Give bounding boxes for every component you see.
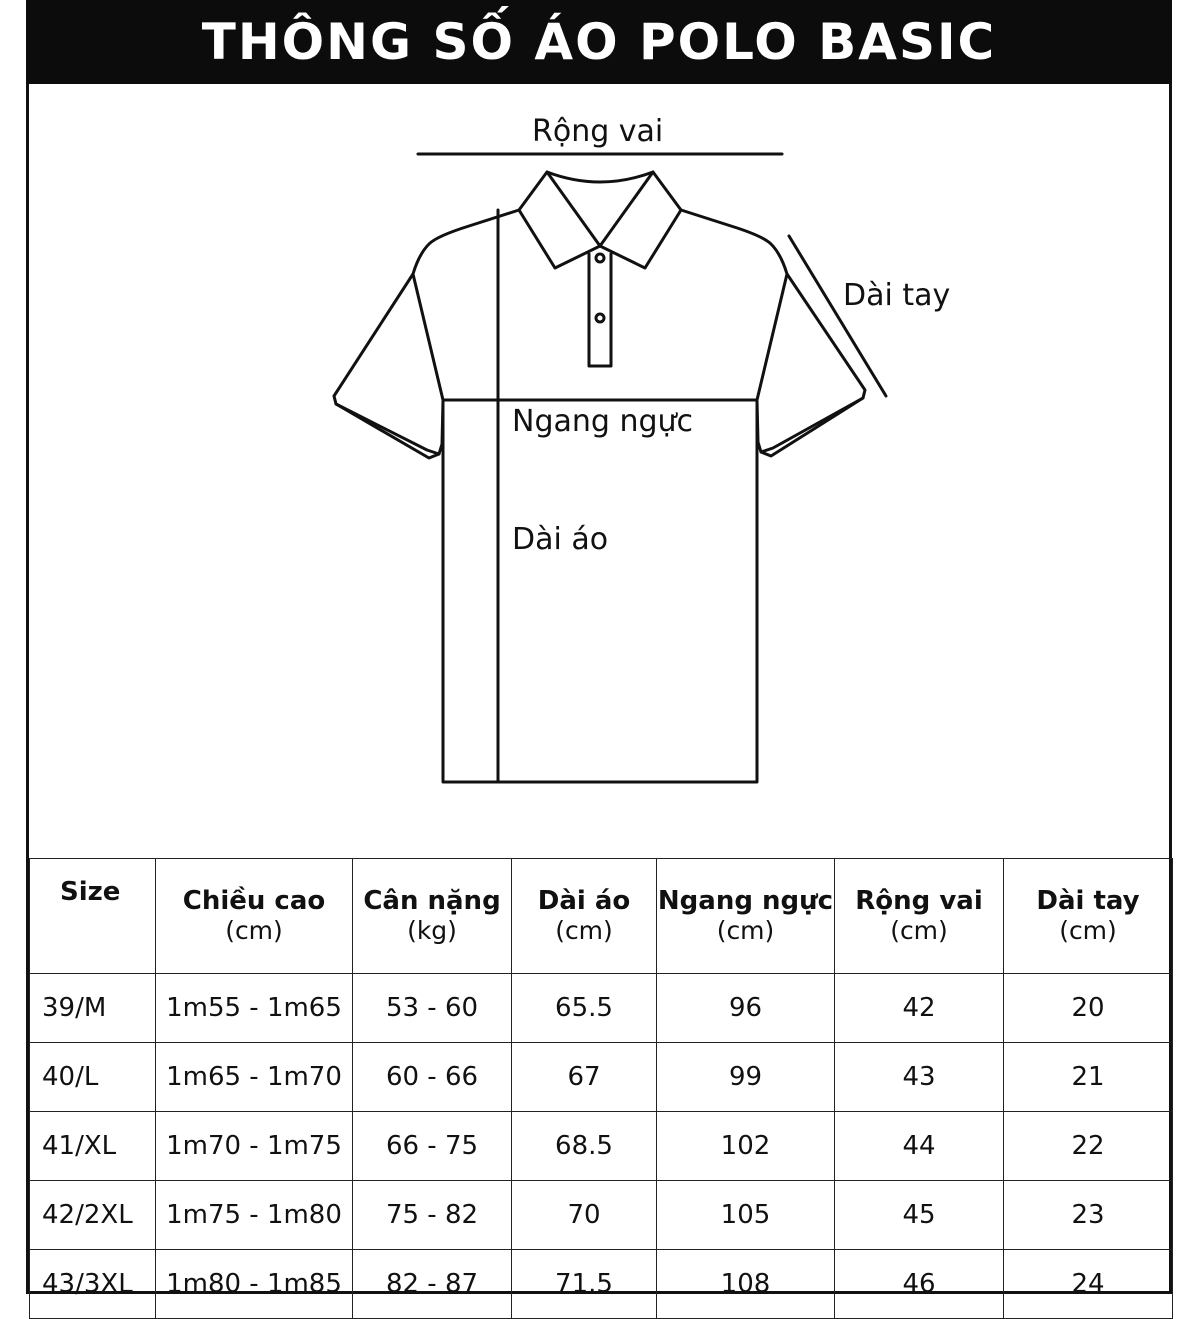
cell-shoulder: 45: [835, 1181, 1004, 1250]
cell-chest: 96: [657, 974, 835, 1043]
cell-length: 67: [512, 1043, 657, 1112]
chest-label: Ngang ngực: [512, 404, 694, 439]
cell-weight: 53 - 60: [353, 974, 512, 1043]
header-length: Dài áo (cm): [512, 859, 657, 974]
cell-sleeve: 24: [1004, 1250, 1173, 1319]
header-chest: Ngang ngực (cm): [657, 859, 835, 974]
cell-height: 1m55 - 1m65: [156, 974, 353, 1043]
header-size: Size: [30, 859, 156, 974]
shoulder-label: Rộng vai: [532, 114, 664, 149]
cell-sleeve: 20: [1004, 974, 1173, 1043]
page-title: THÔNG SỐ ÁO POLO BASIC: [26, 0, 1172, 84]
header-weight: Cân nặng (kg): [353, 859, 512, 974]
cell-sleeve: 21: [1004, 1043, 1173, 1112]
button: [596, 314, 604, 322]
cell-chest: 108: [657, 1250, 835, 1319]
cell-height: 1m65 - 1m70: [156, 1043, 353, 1112]
cell-size: 39/M: [30, 974, 156, 1043]
cell-sleeve: 22: [1004, 1112, 1173, 1181]
table-row: [30, 1043, 1173, 1112]
cell-chest: 99: [657, 1043, 835, 1112]
cell-weight: 82 - 87: [353, 1250, 512, 1319]
cell-size: 40/L: [30, 1043, 156, 1112]
cell-height: 1m80 - 1m85: [156, 1250, 353, 1319]
cell-weight: 75 - 82: [353, 1181, 512, 1250]
table-row: [30, 1112, 1173, 1181]
placket: [589, 254, 611, 366]
cell-shoulder: 42: [835, 974, 1004, 1043]
cell-sleeve: 23: [1004, 1181, 1173, 1250]
cell-shoulder: 46: [835, 1250, 1004, 1319]
table-header-row: [30, 859, 1173, 974]
cell-size: 43/3XL: [30, 1250, 156, 1319]
cell-length: 70: [512, 1181, 657, 1250]
header-height: Chiều cao (cm): [156, 859, 353, 974]
size-table: [29, 858, 1173, 1319]
cell-chest: 102: [657, 1112, 835, 1181]
table-row: [30, 1181, 1173, 1250]
polo-diagram: [29, 84, 1169, 858]
cell-length: 65.5: [512, 974, 657, 1043]
header-shoulder: Rộng vai (cm): [835, 859, 1004, 974]
table-row: [30, 974, 1173, 1043]
cell-chest: 105: [657, 1181, 835, 1250]
cell-weight: 66 - 75: [353, 1112, 512, 1181]
header-sleeve: Dài tay (cm): [1004, 859, 1173, 974]
cell-shoulder: 44: [835, 1112, 1004, 1181]
cell-weight: 60 - 66: [353, 1043, 512, 1112]
table-row: [30, 1250, 1173, 1319]
length-label: Dài áo: [512, 522, 609, 557]
sleeve-label: Dài tay: [843, 278, 951, 313]
button: [596, 254, 604, 262]
cell-height: 1m70 - 1m75: [156, 1112, 353, 1181]
cell-length: 68.5: [512, 1112, 657, 1181]
shirt-body: [443, 400, 757, 782]
cell-length: 71.5: [512, 1250, 657, 1319]
cell-size: 41/XL: [30, 1112, 156, 1181]
polo-shirt-illustration: [29, 84, 1169, 858]
cell-shoulder: 43: [835, 1043, 1004, 1112]
cell-height: 1m75 - 1m80: [156, 1181, 353, 1250]
cell-size: 42/2XL: [30, 1181, 156, 1250]
sleeve-measure-line: [789, 236, 886, 396]
